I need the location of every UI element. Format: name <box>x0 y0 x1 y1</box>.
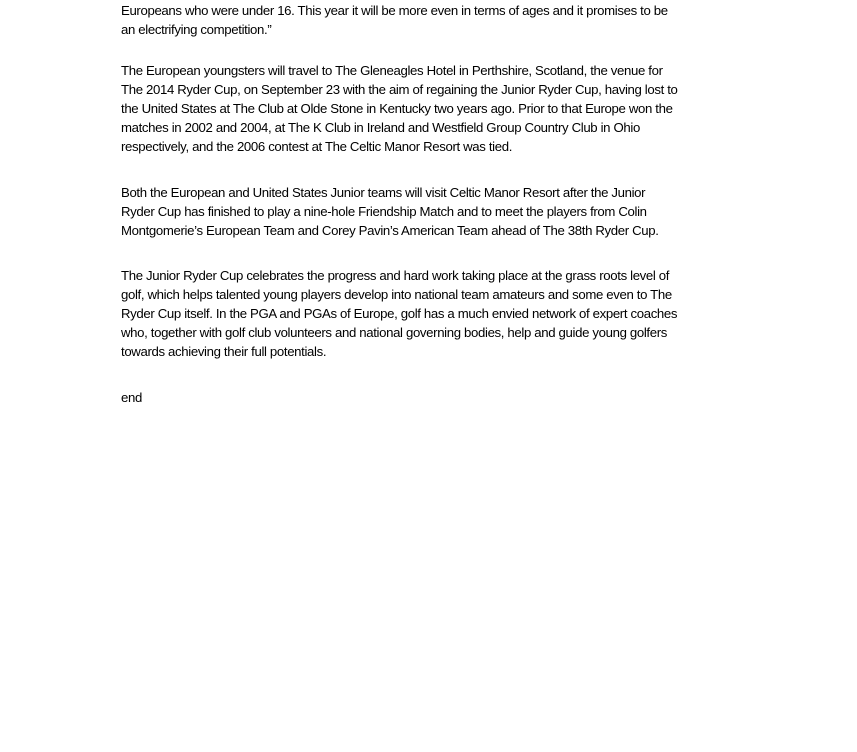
text-line: matches in 2002 and 2004, at The K Club in Ireland and Westfield Group Country Club in Ohio <box>121 120 640 135</box>
text-line: The European youngsters will travel to The Gleneagles Hotel in Perthshire, Scotland, the venue for <box>121 63 663 78</box>
paragraph-end <box>121 388 142 407</box>
text-line: Europeans who were under 16. This year it will be more even in terms of ages and it promises to be <box>121 3 668 18</box>
text-line: who, together with golf club volunteers and national governing bodies, help and guide young golfers <box>121 325 668 340</box>
text-line: towards achieving their full potentials. <box>121 344 327 359</box>
text-line: The 2014 Ryder Cup, on September 23 with the aim of regaining the Junior Ryder Cup, having lost to <box>121 82 678 97</box>
text-line: golf, which helps talented young players develop into national team amateurs and some even to The <box>121 287 672 302</box>
text-line: The Junior Ryder Cup celebrates the progress and hard work taking place at the grass roots level of <box>121 268 670 283</box>
text-line: end <box>121 390 142 405</box>
text-line: Both the European and United States Junior teams will visit Celtic Manor Resort after the Junior <box>121 185 646 200</box>
paragraph-friendship-match <box>121 183 659 240</box>
text-line: the United States at The Club at Olde Stone in Kentucky two years ago. Prior to that Europe won the <box>121 101 673 116</box>
text-line: an electrifying competition.” <box>121 22 272 37</box>
text-line: Ryder Cup has finished to play a nine-hole Friendship Match and to meet the players from Colin <box>121 204 647 219</box>
text-line: Ryder Cup itself. In the PGA and PGAs of Europe, golf has a much envied network of expert coaches <box>121 306 678 321</box>
text-line: Montgomerie’s European Team and Corey Pavin’s American Team ahead of The 38th Ryder Cup. <box>121 223 659 238</box>
paragraph-grass-roots <box>121 266 677 361</box>
text-line: respectively, and the 2006 contest at The Celtic Manor Resort was tied. <box>121 139 513 154</box>
paragraph-quote-end <box>121 1 668 39</box>
paragraph-european-youngsters <box>121 61 678 156</box>
